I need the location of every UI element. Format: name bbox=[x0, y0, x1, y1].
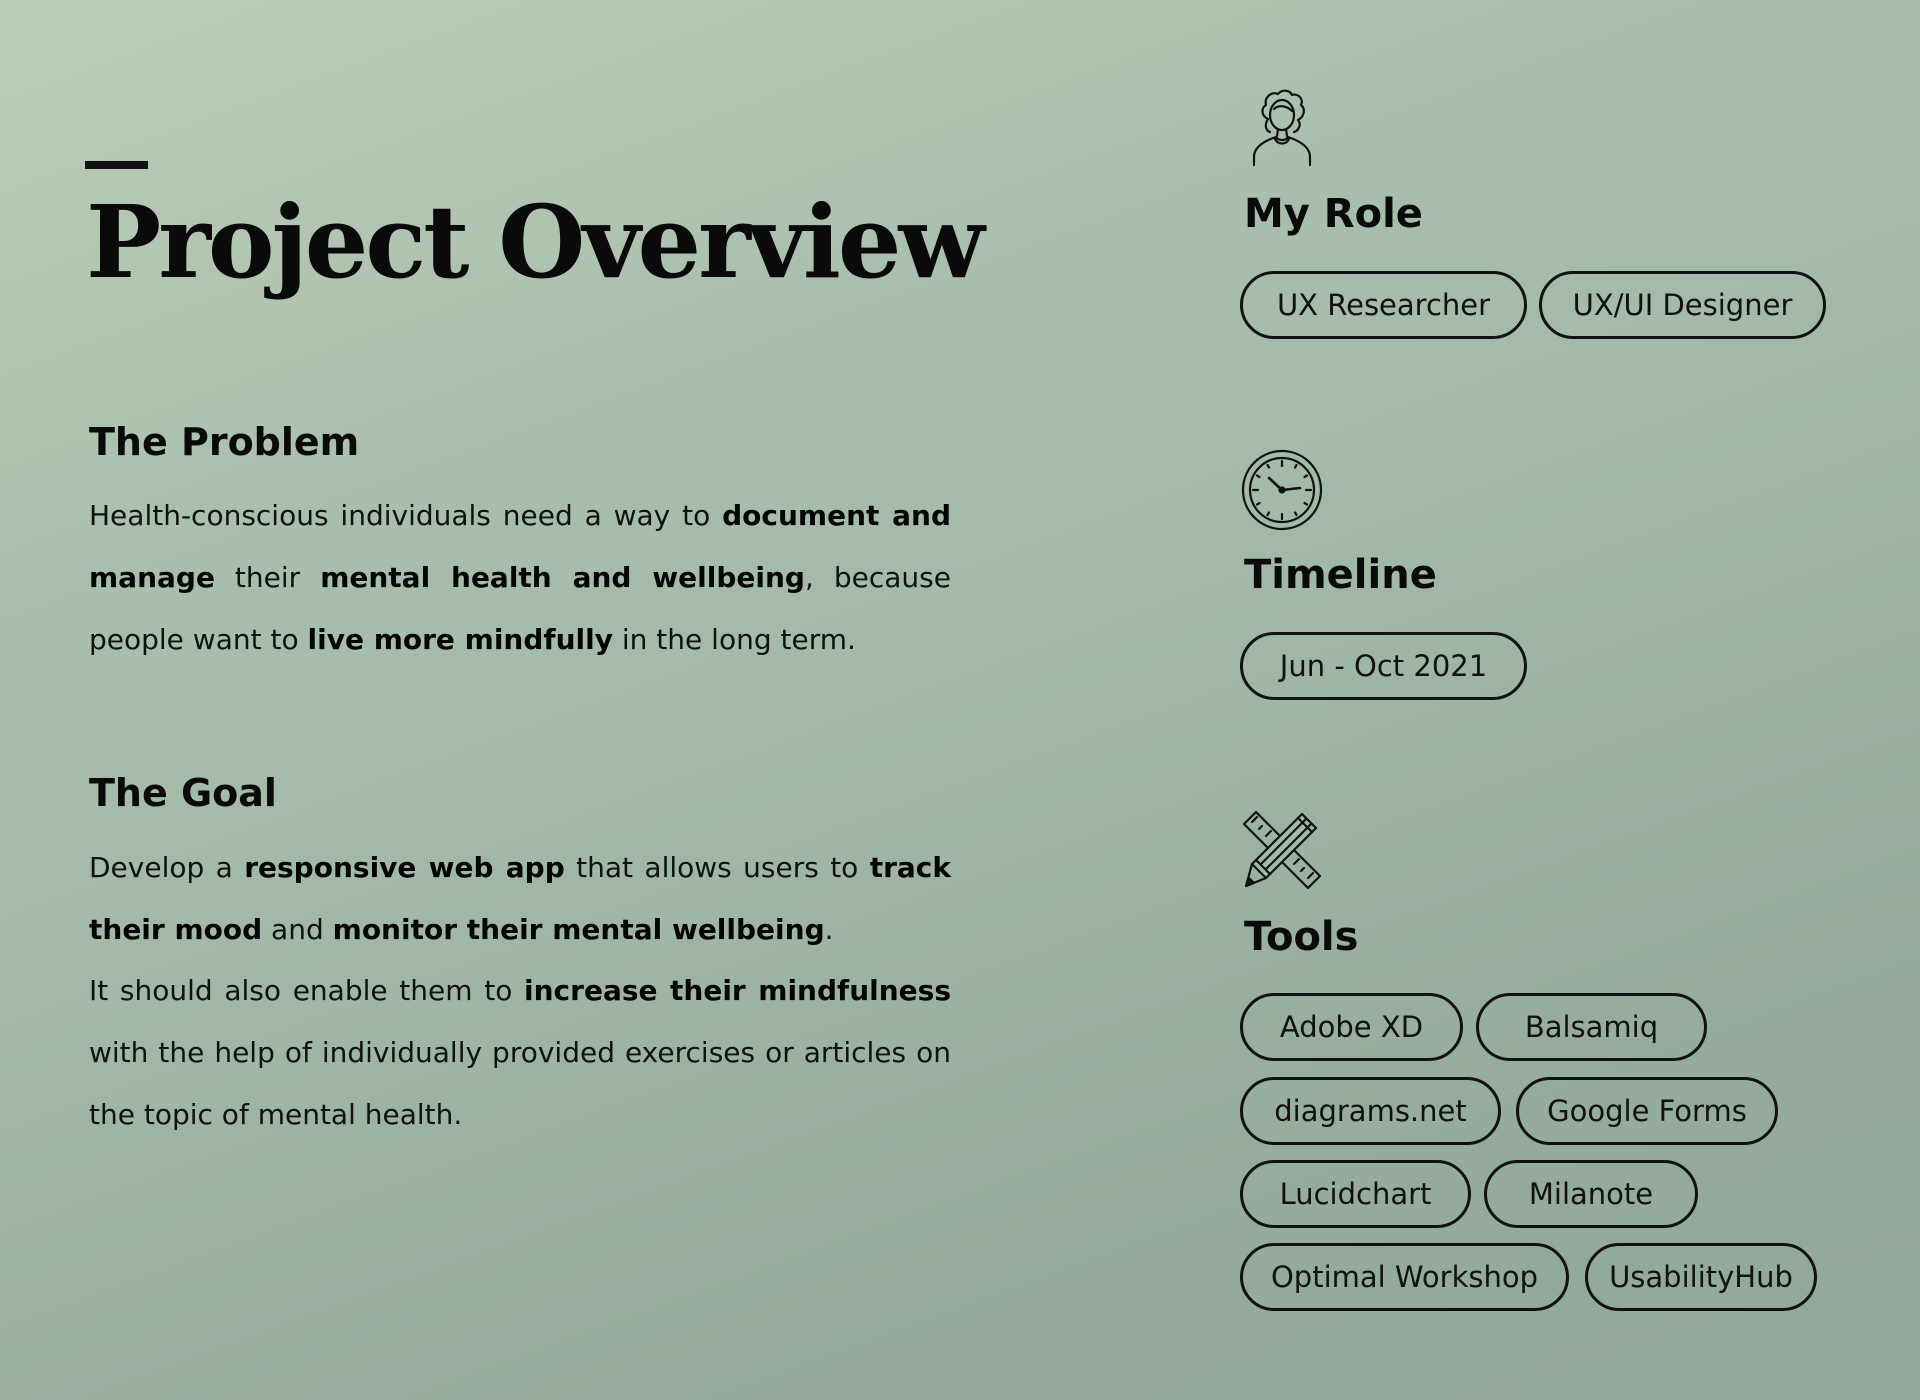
goal-text-paragraph-2: It should also enable them to increase their mindfulness with the help of individually provided exercises or articles on the topic of mental health. bbox=[89, 974, 951, 1131]
problem-heading: The Problem bbox=[89, 420, 360, 464]
tool-tag: Balsamiq bbox=[1476, 993, 1707, 1061]
title-accent-bar bbox=[85, 161, 148, 169]
tool-tag: Adobe XD bbox=[1240, 993, 1463, 1061]
person-icon bbox=[1240, 85, 1324, 169]
tool-tag: Milanote bbox=[1484, 1160, 1698, 1228]
tools-heading: Tools bbox=[1244, 914, 1359, 960]
emphasized-text: increase their mindfulness bbox=[524, 974, 951, 1007]
role-tag: UX/UI Designer bbox=[1539, 271, 1826, 339]
emphasized-text: responsive web app bbox=[244, 851, 565, 884]
emphasized-text: live more mindfully bbox=[307, 623, 613, 656]
tool-tag: Optimal Workshop bbox=[1240, 1243, 1569, 1311]
tool-tag: Lucidchart bbox=[1240, 1160, 1471, 1228]
emphasized-text: monitor their mental wellbeing bbox=[332, 913, 825, 946]
timeline-value: Jun - Oct 2021 bbox=[1240, 632, 1527, 700]
tool-tag: UsabilityHub bbox=[1585, 1243, 1817, 1311]
emphasized-text: mental health and wellbeing bbox=[320, 561, 805, 594]
goal-text-paragraph-1: Develop a responsive web app that allows users to track their mood and monitor their mental wellbeing. bbox=[89, 851, 952, 946]
tool-tag: Google Forms bbox=[1516, 1077, 1778, 1145]
timeline-heading: Timeline bbox=[1244, 552, 1437, 598]
role-tag: UX Researcher bbox=[1240, 271, 1527, 339]
clock-icon bbox=[1240, 448, 1324, 532]
goal-heading: The Goal bbox=[89, 771, 277, 815]
role-heading: My Role bbox=[1244, 191, 1423, 237]
problem-text: Health-conscious individuals need a way to document and manage their mental health and wellbeing, because people want to live more mindfully in the long term. bbox=[89, 499, 951, 656]
emphasized-text: track their mood bbox=[89, 851, 952, 946]
page-title: Project Overview bbox=[86, 183, 982, 301]
pencil-ruler-icon bbox=[1240, 808, 1324, 892]
emphasized-text: document and manage bbox=[89, 499, 951, 594]
tool-tag: diagrams.net bbox=[1240, 1077, 1501, 1145]
